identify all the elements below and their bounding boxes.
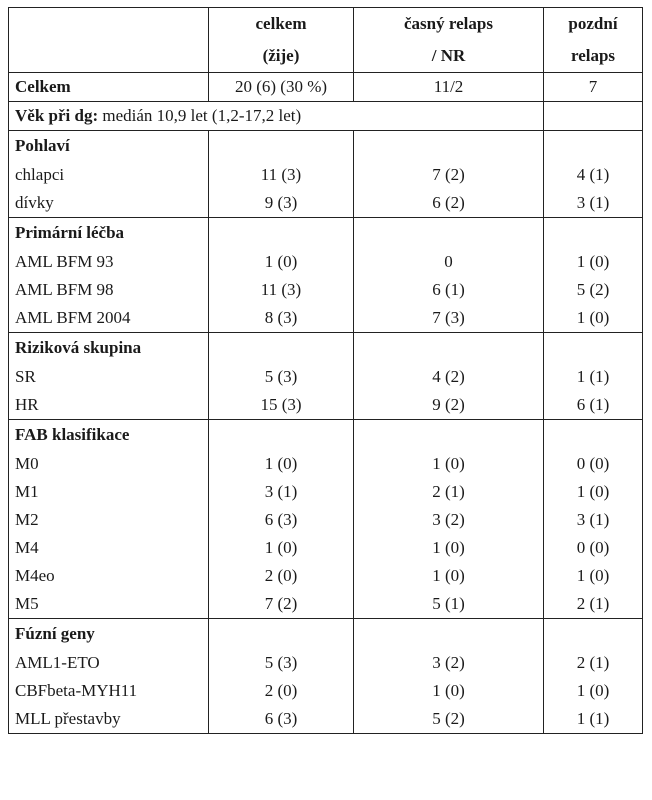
- section-header-row: [9, 619, 643, 650]
- row-label: SR: [9, 363, 209, 391]
- table-row: [9, 590, 643, 619]
- cell-late-relapse: 3 (1): [544, 189, 643, 218]
- table-row: [9, 189, 643, 218]
- section-title: Riziková skupina: [9, 333, 209, 364]
- cell-celkem: 8 (3): [209, 304, 354, 333]
- section-empty-cell: [209, 131, 354, 162]
- table-row: [9, 304, 643, 333]
- section-empty-cell: [354, 420, 544, 451]
- cell-celkem: 11 (3): [209, 161, 354, 189]
- cell-early-relapse: 3 (2): [354, 506, 544, 534]
- section-empty-cell: [209, 333, 354, 364]
- table-row: [9, 506, 643, 534]
- row-label: M4eo: [9, 562, 209, 590]
- total-early: 11/2: [354, 73, 544, 102]
- header-empty-cell: [9, 40, 209, 73]
- cell-early-relapse: 6 (2): [354, 189, 544, 218]
- cell-celkem: 7 (2): [209, 590, 354, 619]
- cell-celkem: 2 (0): [209, 677, 354, 705]
- cell-early-relapse: 5 (1): [354, 590, 544, 619]
- cell-late-relapse: 1 (0): [544, 478, 643, 506]
- section-empty-cell: [354, 333, 544, 364]
- total-celkem: 20 (6) (30 %): [209, 73, 354, 102]
- cell-early-relapse: 2 (1): [354, 478, 544, 506]
- table-row: [9, 450, 643, 478]
- cell-early-relapse: 7 (2): [354, 161, 544, 189]
- row-label: M4: [9, 534, 209, 562]
- header-celkem-sub: (žije): [209, 40, 354, 73]
- header-row-1: [9, 8, 643, 41]
- cell-celkem: 2 (0): [209, 562, 354, 590]
- row-label: CBFbeta-MYH11: [9, 677, 209, 705]
- cell-celkem: 11 (3): [209, 276, 354, 304]
- table-row: [9, 248, 643, 276]
- section-empty-cell: [209, 218, 354, 249]
- cell-early-relapse: 9 (2): [354, 391, 544, 420]
- cell-early-relapse: 4 (2): [354, 363, 544, 391]
- row-label: M2: [9, 506, 209, 534]
- header-celkem: celkem: [209, 8, 354, 41]
- section-header-row: [9, 420, 643, 451]
- row-label: AML BFM 93: [9, 248, 209, 276]
- cell-late-relapse: 1 (0): [544, 562, 643, 590]
- age-value: medián 10,9 let (1,2-17,2 let): [98, 106, 302, 125]
- row-label: chlapci: [9, 161, 209, 189]
- row-label: AML1-ETO: [9, 649, 209, 677]
- table-row: [9, 276, 643, 304]
- cell-late-relapse: 5 (2): [544, 276, 643, 304]
- section-header-row: [9, 131, 643, 162]
- cell-late-relapse: 1 (0): [544, 304, 643, 333]
- section-empty-cell: [544, 619, 643, 650]
- cell-celkem: 5 (3): [209, 649, 354, 677]
- section-title: FAB klasifikace: [9, 420, 209, 451]
- header-early-relapse-sub: / NR: [354, 40, 544, 73]
- cell-celkem: 6 (3): [209, 705, 354, 734]
- header-early-relapse: časný relaps: [354, 8, 544, 41]
- cell-early-relapse: 7 (3): [354, 304, 544, 333]
- section-title: Fúzní geny: [9, 619, 209, 650]
- section-empty-cell: [544, 420, 643, 451]
- cell-late-relapse: 2 (1): [544, 590, 643, 619]
- patient-characteristics-table: [8, 7, 643, 734]
- row-label: M5: [9, 590, 209, 619]
- section-empty-cell: [209, 420, 354, 451]
- cell-early-relapse: 5 (2): [354, 705, 544, 734]
- row-label: HR: [9, 391, 209, 420]
- table-row: [9, 562, 643, 590]
- section-title: Primární léčba: [9, 218, 209, 249]
- cell-celkem: 5 (3): [209, 363, 354, 391]
- cell-celkem: 9 (3): [209, 189, 354, 218]
- cell-late-relapse: 6 (1): [544, 391, 643, 420]
- cell-early-relapse: 6 (1): [354, 276, 544, 304]
- row-label: M1: [9, 478, 209, 506]
- cell-celkem: 6 (3): [209, 506, 354, 534]
- cell-early-relapse: 1 (0): [354, 450, 544, 478]
- age-cell: [9, 102, 544, 131]
- row-label: AML BFM 2004: [9, 304, 209, 333]
- table-row: [9, 677, 643, 705]
- age-label: Věk při dg:: [15, 106, 99, 125]
- cell-celkem: 1 (0): [209, 534, 354, 562]
- table-row: [9, 391, 643, 420]
- total-label: Celkem: [9, 73, 209, 102]
- row-label: dívky: [9, 189, 209, 218]
- total-row: [9, 73, 643, 102]
- section-empty-cell: [354, 131, 544, 162]
- header-late-relapse: pozdní: [544, 8, 643, 41]
- row-label: M0: [9, 450, 209, 478]
- table-row: [9, 705, 643, 734]
- section-header-row: [9, 218, 643, 249]
- section-title: Pohlaví: [9, 131, 209, 162]
- section-header-row: [9, 333, 643, 364]
- age-row: [9, 102, 643, 131]
- row-label: AML BFM 98: [9, 276, 209, 304]
- header-late-relapse-sub: relaps: [544, 40, 643, 73]
- cell-early-relapse: 1 (0): [354, 562, 544, 590]
- table-row: [9, 363, 643, 391]
- cell-late-relapse: 4 (1): [544, 161, 643, 189]
- cell-late-relapse: 1 (1): [544, 363, 643, 391]
- cell-celkem: 3 (1): [209, 478, 354, 506]
- cell-early-relapse: 3 (2): [354, 649, 544, 677]
- row-label: MLL přestavby: [9, 705, 209, 734]
- section-empty-cell: [544, 333, 643, 364]
- cell-celkem: 15 (3): [209, 391, 354, 420]
- cell-late-relapse: 1 (0): [544, 677, 643, 705]
- table-row: [9, 161, 643, 189]
- header-empty-cell: [9, 8, 209, 41]
- age-empty-cell: [544, 102, 643, 131]
- cell-early-relapse: 1 (0): [354, 534, 544, 562]
- document-table-container: [8, 7, 642, 734]
- section-empty-cell: [544, 218, 643, 249]
- cell-early-relapse: 0: [354, 248, 544, 276]
- section-empty-cell: [544, 131, 643, 162]
- cell-late-relapse: 2 (1): [544, 649, 643, 677]
- table-row: [9, 534, 643, 562]
- table-row: [9, 478, 643, 506]
- cell-late-relapse: 0 (0): [544, 534, 643, 562]
- section-empty-cell: [209, 619, 354, 650]
- table-row: [9, 649, 643, 677]
- cell-late-relapse: 1 (0): [544, 248, 643, 276]
- total-late: 7: [544, 73, 643, 102]
- header-row-2: [9, 40, 643, 73]
- cell-celkem: 1 (0): [209, 450, 354, 478]
- section-empty-cell: [354, 218, 544, 249]
- cell-early-relapse: 1 (0): [354, 677, 544, 705]
- cell-late-relapse: 1 (1): [544, 705, 643, 734]
- cell-celkem: 1 (0): [209, 248, 354, 276]
- cell-late-relapse: 0 (0): [544, 450, 643, 478]
- section-empty-cell: [354, 619, 544, 650]
- cell-late-relapse: 3 (1): [544, 506, 643, 534]
